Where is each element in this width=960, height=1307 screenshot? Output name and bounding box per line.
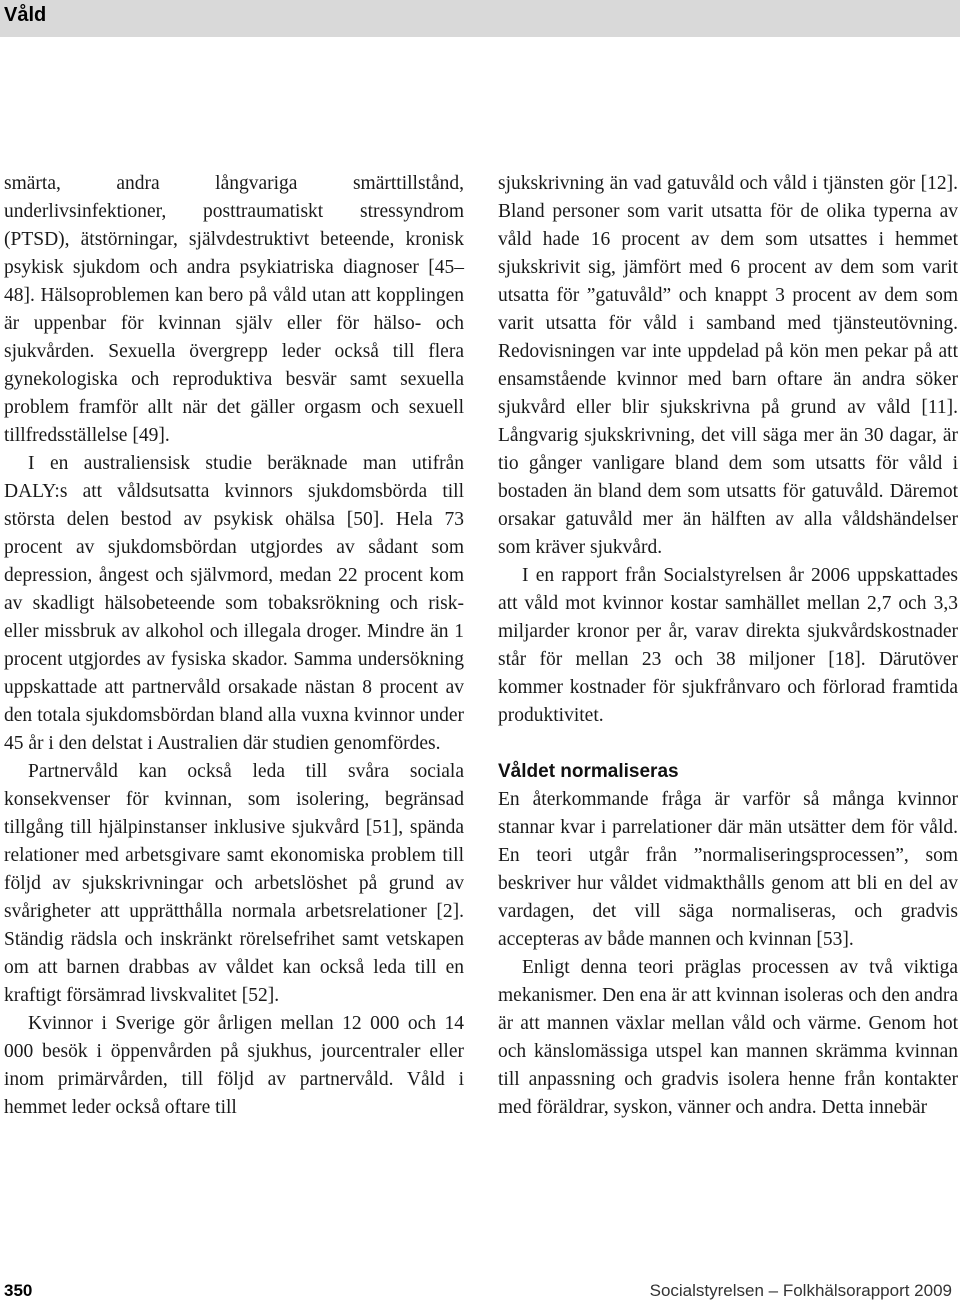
section-heading: Våldet normaliseras <box>498 761 679 782</box>
body-paragraph: En återkommande fråga är varför så många kvinnor stannar kvar i parrelationer där män utsätter dem för våld. En teori utgår från ”normaliseringsprocessen”, som beskriver hur våldet vidmakthålls genom att bli en del av vardagen, det vill säga normaliseras, och gradvis accepteras av både mannen och kvinnan [53]. <box>498 789 958 950</box>
body-paragraph: I en australiensisk studie beräknade man utifrån DALY:s att våldsutsatta kvinnors sjukdomsbörda till största delen bestod av psykisk ohälsa [50]. Hela 73 procent av sjukdomsbördan utgjordes av sådant som depression, ångest och självmord, medan 22 procent kom av skadligt hälsobeteende som tobaksrökning och risk- eller missbruk av alkohol och illegala droger. Mindre än 1 procent utgjordes av fysiska skador. Samma undersökning uppskattade att partnervåld orsakade nästan 8 procent av den totala sjukdomsbördan bland alla vuxna kvinnor under 45 år i den delstat i Australien där studien genomfördes. <box>4 453 464 754</box>
body-paragraph: Partnervåld kan också leda till svåra sociala konsekvenser för kvinnan, som isolering, begränsad tillgång till hjälpinstanser inklusive sjukvård [51], spända relationer med arbetsgivare samt ekonomiska problem till följd av sjukskrivningar och arbetslöshet på grund av svårigheter att upprätthålla normala arbetsrelationer [2]. Ständig rädsla och inskränkt rörelsefrihet samt vetskapen om att barnen drabbas av våldet kan också leda till en kraftigt försämrad livskvalitet [52]. <box>4 761 464 1006</box>
publication-title: Socialstyrelsen – Folkhälsorapport 2009 <box>649 1281 952 1300</box>
running-header-band <box>0 0 960 37</box>
body-paragraph: I en rapport från Socialstyrelsen år 2006 uppskattades att våld mot kvinnor kostar samhället mellan 2,7 och 3,3 miljarder kronor per år, varav direkta sjukvårdskostnader står för mellan 23 och 38 miljoner [18]. Därutöver kommer kostnader för sjukfrånvaro och förlorad framtida produktivitet. <box>498 565 958 726</box>
page-footer <box>0 1280 960 1304</box>
page-number: 350 <box>4 1281 33 1300</box>
body-paragraph: smärta, andra långvariga smärttillstånd, underlivsinfektioner, posttraumatiskt stressyndrom (PTSD), ätstörningar, självdestruktivt beteende, kronisk psykisk sjukdom och andra psykiatriska diagnoser [45–48]. Hälsoproblemen kan bero på våld utan att kopplingen är uppenbar för kvinnan själv eller för hälso- och sjukvården. Sexuella övergrepp leder också till flera gynekologiska och reproduktiva besvär samt sexuella problem framför allt när det gäller orgasm och sexuell tillfredsställelse [49]. <box>4 173 464 446</box>
left-text-column <box>4 170 464 1122</box>
body-paragraph: Kvinnor i Sverige gör årligen mellan 12 000 och 14 000 besök i öppenvården på sjukhus, jourcentraler eller inom primärvården, till följd av partnervåld. Våld i hemmet leder också oftare till <box>4 1013 464 1118</box>
right-text-column <box>498 170 958 1122</box>
body-paragraph: sjukskrivning än vad gatuvåld och våld i tjänsten gör [12]. Bland personer som varit utsatta för de olika typerna av våld hade 16 procent av dem som utsattes i hemmet sjukskrivit sig, jämfört med 6 procent av dem som varit utsatta för ”gatuvåld” och knappt 3 procent av dem som varit utsatta för våld i samband med tjänsteutövning. Redovisningen var inte uppdelad på kön men pekar på att ensamstående kvinnor med barn oftare än andra söker sjukvård eller blir sjukskrivna på grund av våld [11]. Långvarig sjukskrivning, det vill säga mer än 30 dagar, är tio gånger vanligare bland dem som utsatts för våld i bostaden än bland dem som utsatts för gatuvåld. Däremot orsakar gatuvåld mer än hälften av alla våldshändelser som kräver sjukvård. <box>498 173 958 558</box>
body-paragraph: Enligt denna teori präglas processen av två viktiga mekanismer. Den ena är att kvinnan isoleras och den andra är att mannen växlar mellan våld och värme. Genom hot och känslomässiga utspel kan mannen skrämma kvinnan till anpassning och gradvis isolera henne från kontakter med föräldrar, syskon, vänner och andra. Detta innebär <box>498 957 958 1118</box>
running-header-title: Våld <box>4 4 47 26</box>
